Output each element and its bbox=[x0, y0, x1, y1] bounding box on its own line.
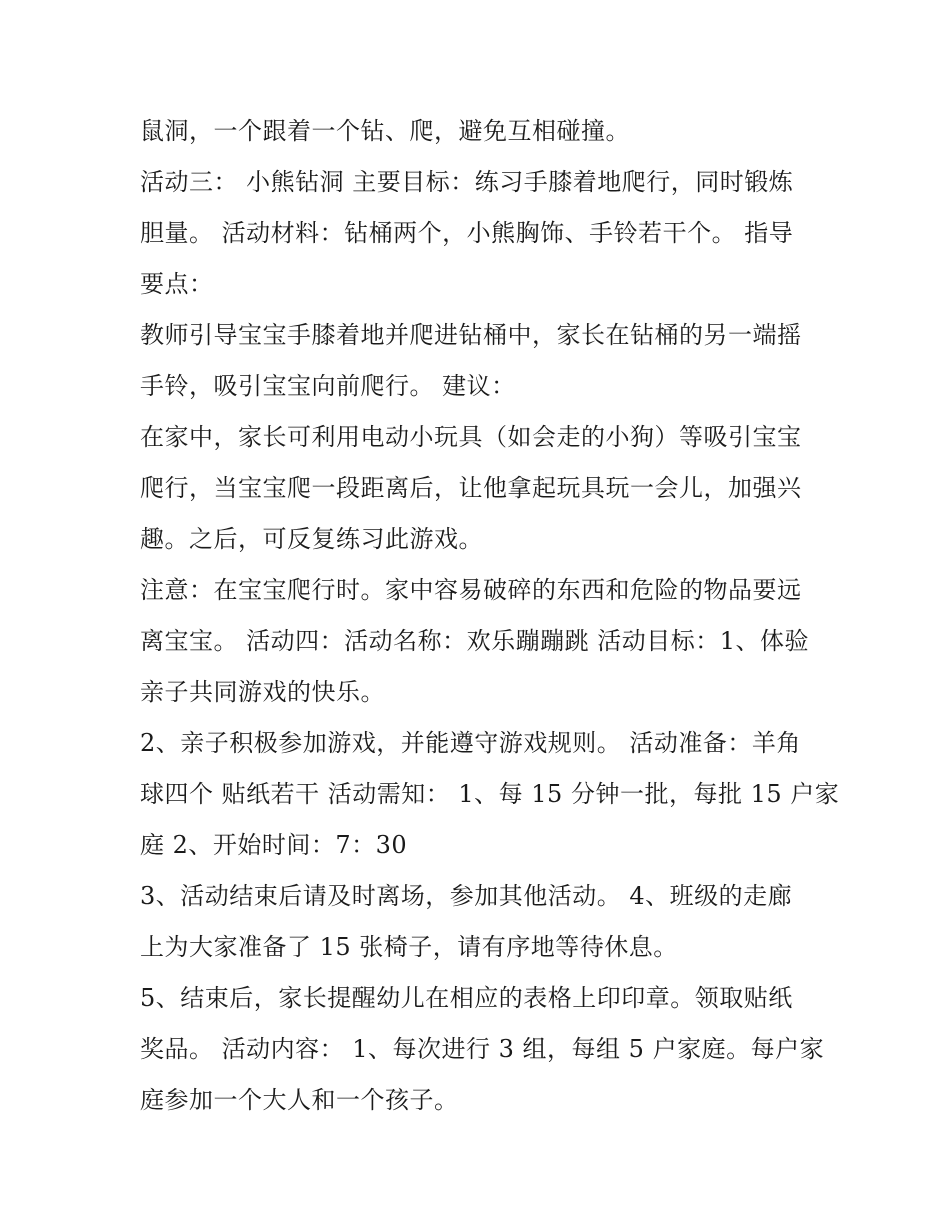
text-line-7: 在家中，家长可利用电动小玩具（如会走的小狗）等吸引宝宝 bbox=[140, 423, 802, 451]
text-line-6: 手铃，吸引宝宝向前爬行。 建议： bbox=[140, 372, 516, 400]
text-line-20: 庭参加一个大人和一个孩子。 bbox=[140, 1086, 459, 1114]
text-line-2: 活动三： 小熊钻洞 主要目标：练习手膝着地爬行，同时锻炼 bbox=[140, 168, 794, 196]
text-line-8: 爬行，当宝宝爬一段距离后，让他拿起玩具玩一会儿，加强兴 bbox=[140, 474, 802, 502]
text-line-17: 上为大家准备了 15 张椅子，请有序地等待休息。 bbox=[140, 933, 678, 961]
text-line-10: 注意：在宝宝爬行时。家中容易破碎的东西和危险的物品要远 bbox=[140, 576, 802, 604]
text-line-4: 要点： bbox=[140, 270, 214, 298]
text-line-11: 离宝宝。 活动四：活动名称：欢乐蹦蹦跳 活动目标：1、体验 bbox=[140, 627, 810, 655]
text-line-13: 2、亲子积极参加游戏，并能遵守游戏规则。 活动准备：羊角 bbox=[140, 729, 801, 757]
text-line-19: 奖品。 活动内容： 1、每次进行 3 组，每组 5 户家庭。每户家 bbox=[140, 1035, 825, 1063]
text-line-9: 趣。之后，可反复练习此游戏。 bbox=[140, 525, 483, 553]
text-line-18: 5、结束后，家长提醒幼儿在相应的表格上印印章。领取贴纸 bbox=[140, 984, 793, 1012]
text-line-12: 亲子共同游戏的快乐。 bbox=[140, 678, 385, 706]
text-line-16: 3、活动结束后请及时离场，参加其他活动。 4、班级的走廊 bbox=[140, 882, 793, 910]
text-line-5: 教师引导宝宝手膝着地并爬进钻桶中，家长在钻桶的另一端摇 bbox=[140, 321, 802, 349]
text-line-14: 球四个 贴纸若干 活动需知： 1、每 15 分钟一批，每批 15 户家 bbox=[140, 780, 840, 808]
text-line-1: 鼠洞，一个跟着一个钻、爬，避免互相碰撞。 bbox=[140, 117, 630, 145]
text-line-3: 胆量。 活动材料：钻桶两个，小熊胸饰、手铃若干个。 指导 bbox=[140, 219, 794, 247]
document-body bbox=[140, 106, 840, 1126]
text-line-15: 庭 2、开始时间：7：30 bbox=[140, 831, 408, 859]
